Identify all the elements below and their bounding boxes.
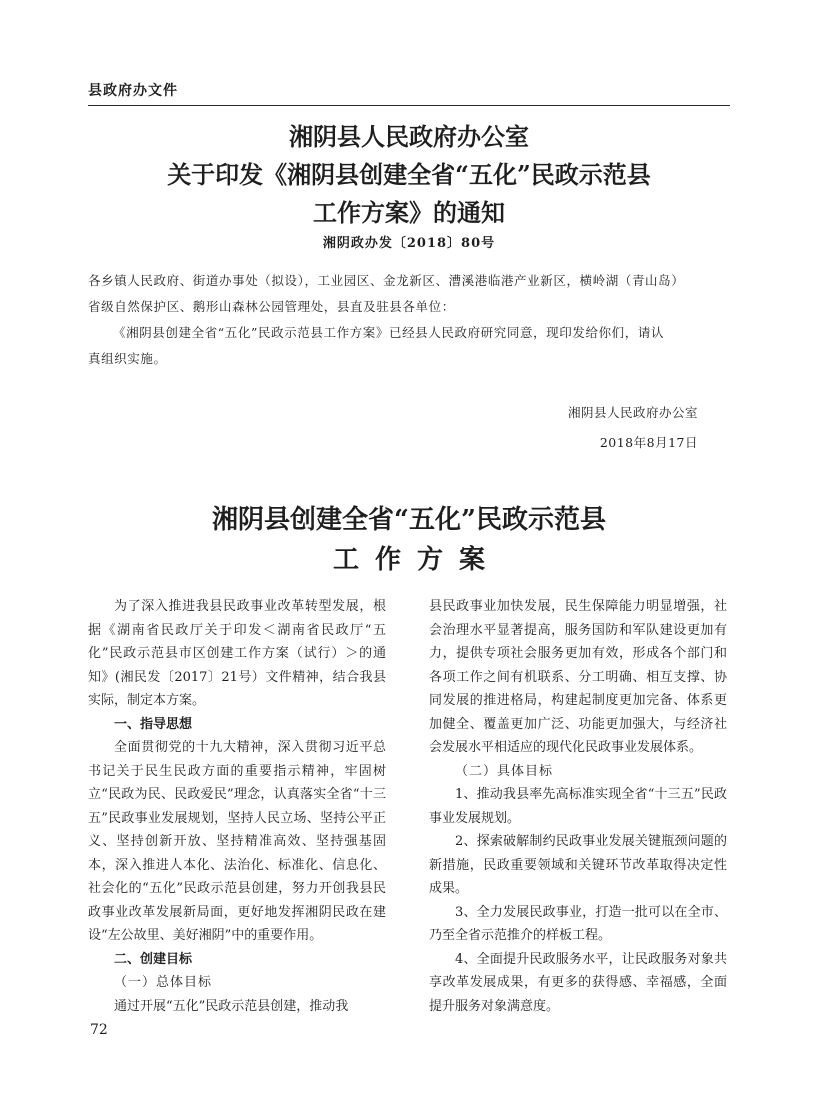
notice-title bbox=[88, 118, 730, 232]
page-number: 72 bbox=[90, 1022, 108, 1038]
recipients-line-2: 省级自然保护区、鹅形山森林公园管理处，县直及驻县各单位： bbox=[88, 299, 455, 314]
specific-goal-2: 2、探索破解制约民政事业发展关键瓶颈问题的新措施，民政重要领域和关键环节改革取得决定性成果。 bbox=[429, 834, 727, 896]
plan-title-sub: 工作方案 bbox=[332, 545, 501, 575]
notice-body bbox=[88, 268, 730, 372]
notice-title-line-2: 关于印发《湘阴县创建全省“五化”民政示范县 bbox=[167, 160, 651, 189]
issuer: 湘阴县人民政府办公室 bbox=[567, 405, 698, 420]
issue-date: 2018年8月17日 bbox=[599, 435, 698, 450]
overall-goals-continuation: 县民政事业加快发展，民生保障能力明显增强，社会治理水平显著提高，服务国防和军队建设更加有力，提供专项社会服务更加有效，形成各个部门和各项工作之间有机联系、分工明确、相互支撑、协同发展的推进格局，构建起制度更加完备、体系更加健全、覆盖更加广泛、功能更加强大，与经济社会发展水平相适应的现代化民政事业发展体系。 bbox=[429, 599, 727, 755]
subsection-heading-specific-goals: （二）具体目标 bbox=[455, 763, 554, 779]
notice-text-line-2: 真组织实施。 bbox=[88, 351, 167, 366]
specific-goal-1: 1、推动我县率先高标准实现全省“十三五”民政事业发展规划。 bbox=[429, 787, 727, 826]
running-head: 县政府办文件 bbox=[88, 83, 178, 99]
intro-paragraph: 为了深入推进我县民政事业改革转型发展，根据《湖南省民政厅关于印发＜湖南省民政厅“五化”民政示范县市区创建工作方案（试行）＞的通知》(湘民发〔2017〕21号）文件精神，结合我县实际，制定本方案。 bbox=[88, 599, 386, 708]
header-rule bbox=[88, 105, 730, 106]
overall-goals-paragraph: 通过开展“五化”民政示范县创建，推动我 bbox=[114, 998, 349, 1014]
left-column bbox=[88, 595, 386, 1018]
subsection-heading-overall-goals: （一）总体目标 bbox=[114, 975, 213, 990]
document-number: 湘阴政办发〔2018〕80号 bbox=[322, 236, 496, 251]
recipients-line-1: 各乡镇人民政府、街道办事处（拟设），工业园区、金龙新区、漕溪港临港产业新区，横岭湖（青山岛） bbox=[88, 273, 685, 288]
right-column bbox=[429, 595, 727, 1018]
specific-goal-4: 4、全面提升民政服务水平，让民政服务对象共享改革发展成果，有更多的获得感、幸福感，全面提升服务对象满意度。 bbox=[429, 951, 727, 1014]
signature-block bbox=[568, 398, 698, 458]
notice-title-line-1: 湘阴县人民政府办公室 bbox=[289, 122, 529, 151]
section-heading-guiding-ideology: 一、指导思想 bbox=[114, 716, 193, 732]
notice-text-line-1: 《湘阴县创建全省“五化”民政示范县工作方案》已经县人民政府研究同意，现印发给你们，请认 bbox=[113, 325, 665, 340]
specific-goal-3: 3、全力发展民政事业，打造一批可以在全市、乃至全省示范推介的样板工程。 bbox=[429, 904, 727, 943]
plan-title-main: 湘阴县创建全省“五化”民政示范县 bbox=[212, 505, 606, 535]
notice-title-line-3: 工作方案》的通知 bbox=[313, 198, 505, 227]
section-heading-goals: 二、创建目标 bbox=[114, 951, 193, 967]
plan-title bbox=[88, 500, 730, 580]
guiding-ideology-paragraph: 全面贯彻党的十九大精神，深入贯彻习近平总书记关于民生民政方面的重要指示精神，牢固树立“民政为民、民政爱民”理念，认真落实全省“十三五”民政事业发展规划，坚持人民立场、坚持公平正义、坚持创新开放、坚持精准高效、坚持强基固本，深入推进人本化、法治化、标准化、信息化、社会化的“五化”民政示范县创建，努力开创我县民政事业改革发展新局面，更好地发挥湘阴民政在建设“左公故里、美好湘阴”中的重要作用。 bbox=[88, 740, 386, 943]
